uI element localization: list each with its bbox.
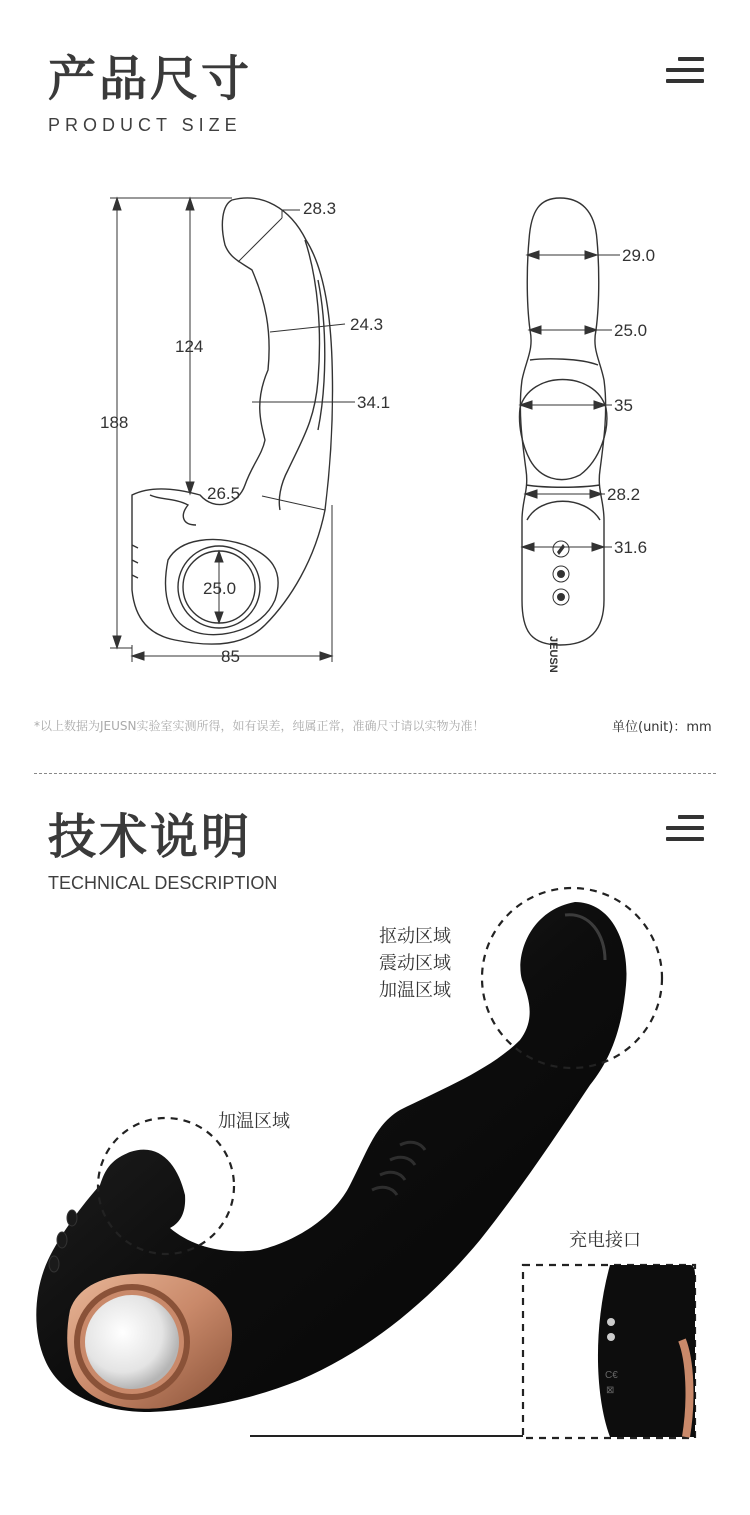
- dim-side-nub: 26.5: [207, 484, 241, 503]
- zone-label-stroke: 抠动区域: [379, 926, 451, 947]
- svg-text:⊠: ⊠: [606, 1385, 615, 1396]
- dim-side-mid: 24.3: [350, 315, 384, 334]
- dim-total-length: 188: [100, 413, 129, 432]
- dim-front-handle: 31.6: [614, 538, 648, 557]
- dim-front-lower: 28.2: [607, 485, 641, 504]
- tech-desc-subtitle: TECHNICAL DESCRIPTION: [48, 873, 278, 893]
- hamburger-menu-icon: [666, 815, 704, 841]
- product-size-subtitle: PRODUCT SIZE: [48, 115, 242, 135]
- measurement-note: *以上数据为JEUSN实验室实测所得，如有误差，纯属正常，准确尺寸请以实物为准！: [34, 719, 485, 733]
- dim-width: 85: [221, 647, 240, 666]
- side-view-drawing: [95, 185, 395, 670]
- dim-side-base-shaft: 34.1: [357, 393, 391, 412]
- zone-label-vibration: 震动区域: [379, 953, 451, 974]
- product-size-title: 产品尺寸: [48, 51, 253, 107]
- tech-desc-title: 技术说明: [48, 809, 253, 865]
- dim-ring-inner: 25.0: [203, 579, 237, 598]
- section-divider: [34, 773, 716, 774]
- unit-label: 单位(unit)：mm: [612, 720, 712, 735]
- zone-label-heating-nub: 加温区域: [218, 1111, 290, 1132]
- dim-insert-length: 124: [175, 337, 204, 356]
- product-illustration: [30, 870, 710, 1450]
- hamburger-menu-icon: [666, 57, 704, 83]
- dim-front-neck: 25.0: [614, 321, 648, 340]
- charging-port-label: 充电接口: [569, 1230, 641, 1251]
- front-view-drawing: [500, 185, 670, 673]
- zone-label-heating: 加温区域: [379, 980, 451, 1001]
- dim-front-body: 35: [614, 396, 633, 415]
- dim-side-tip: 28.3: [303, 199, 337, 218]
- svg-text:C€: C€: [605, 1370, 618, 1381]
- brand-mark: JEUSN: [547, 636, 559, 673]
- dim-front-tip: 29.0: [622, 246, 656, 265]
